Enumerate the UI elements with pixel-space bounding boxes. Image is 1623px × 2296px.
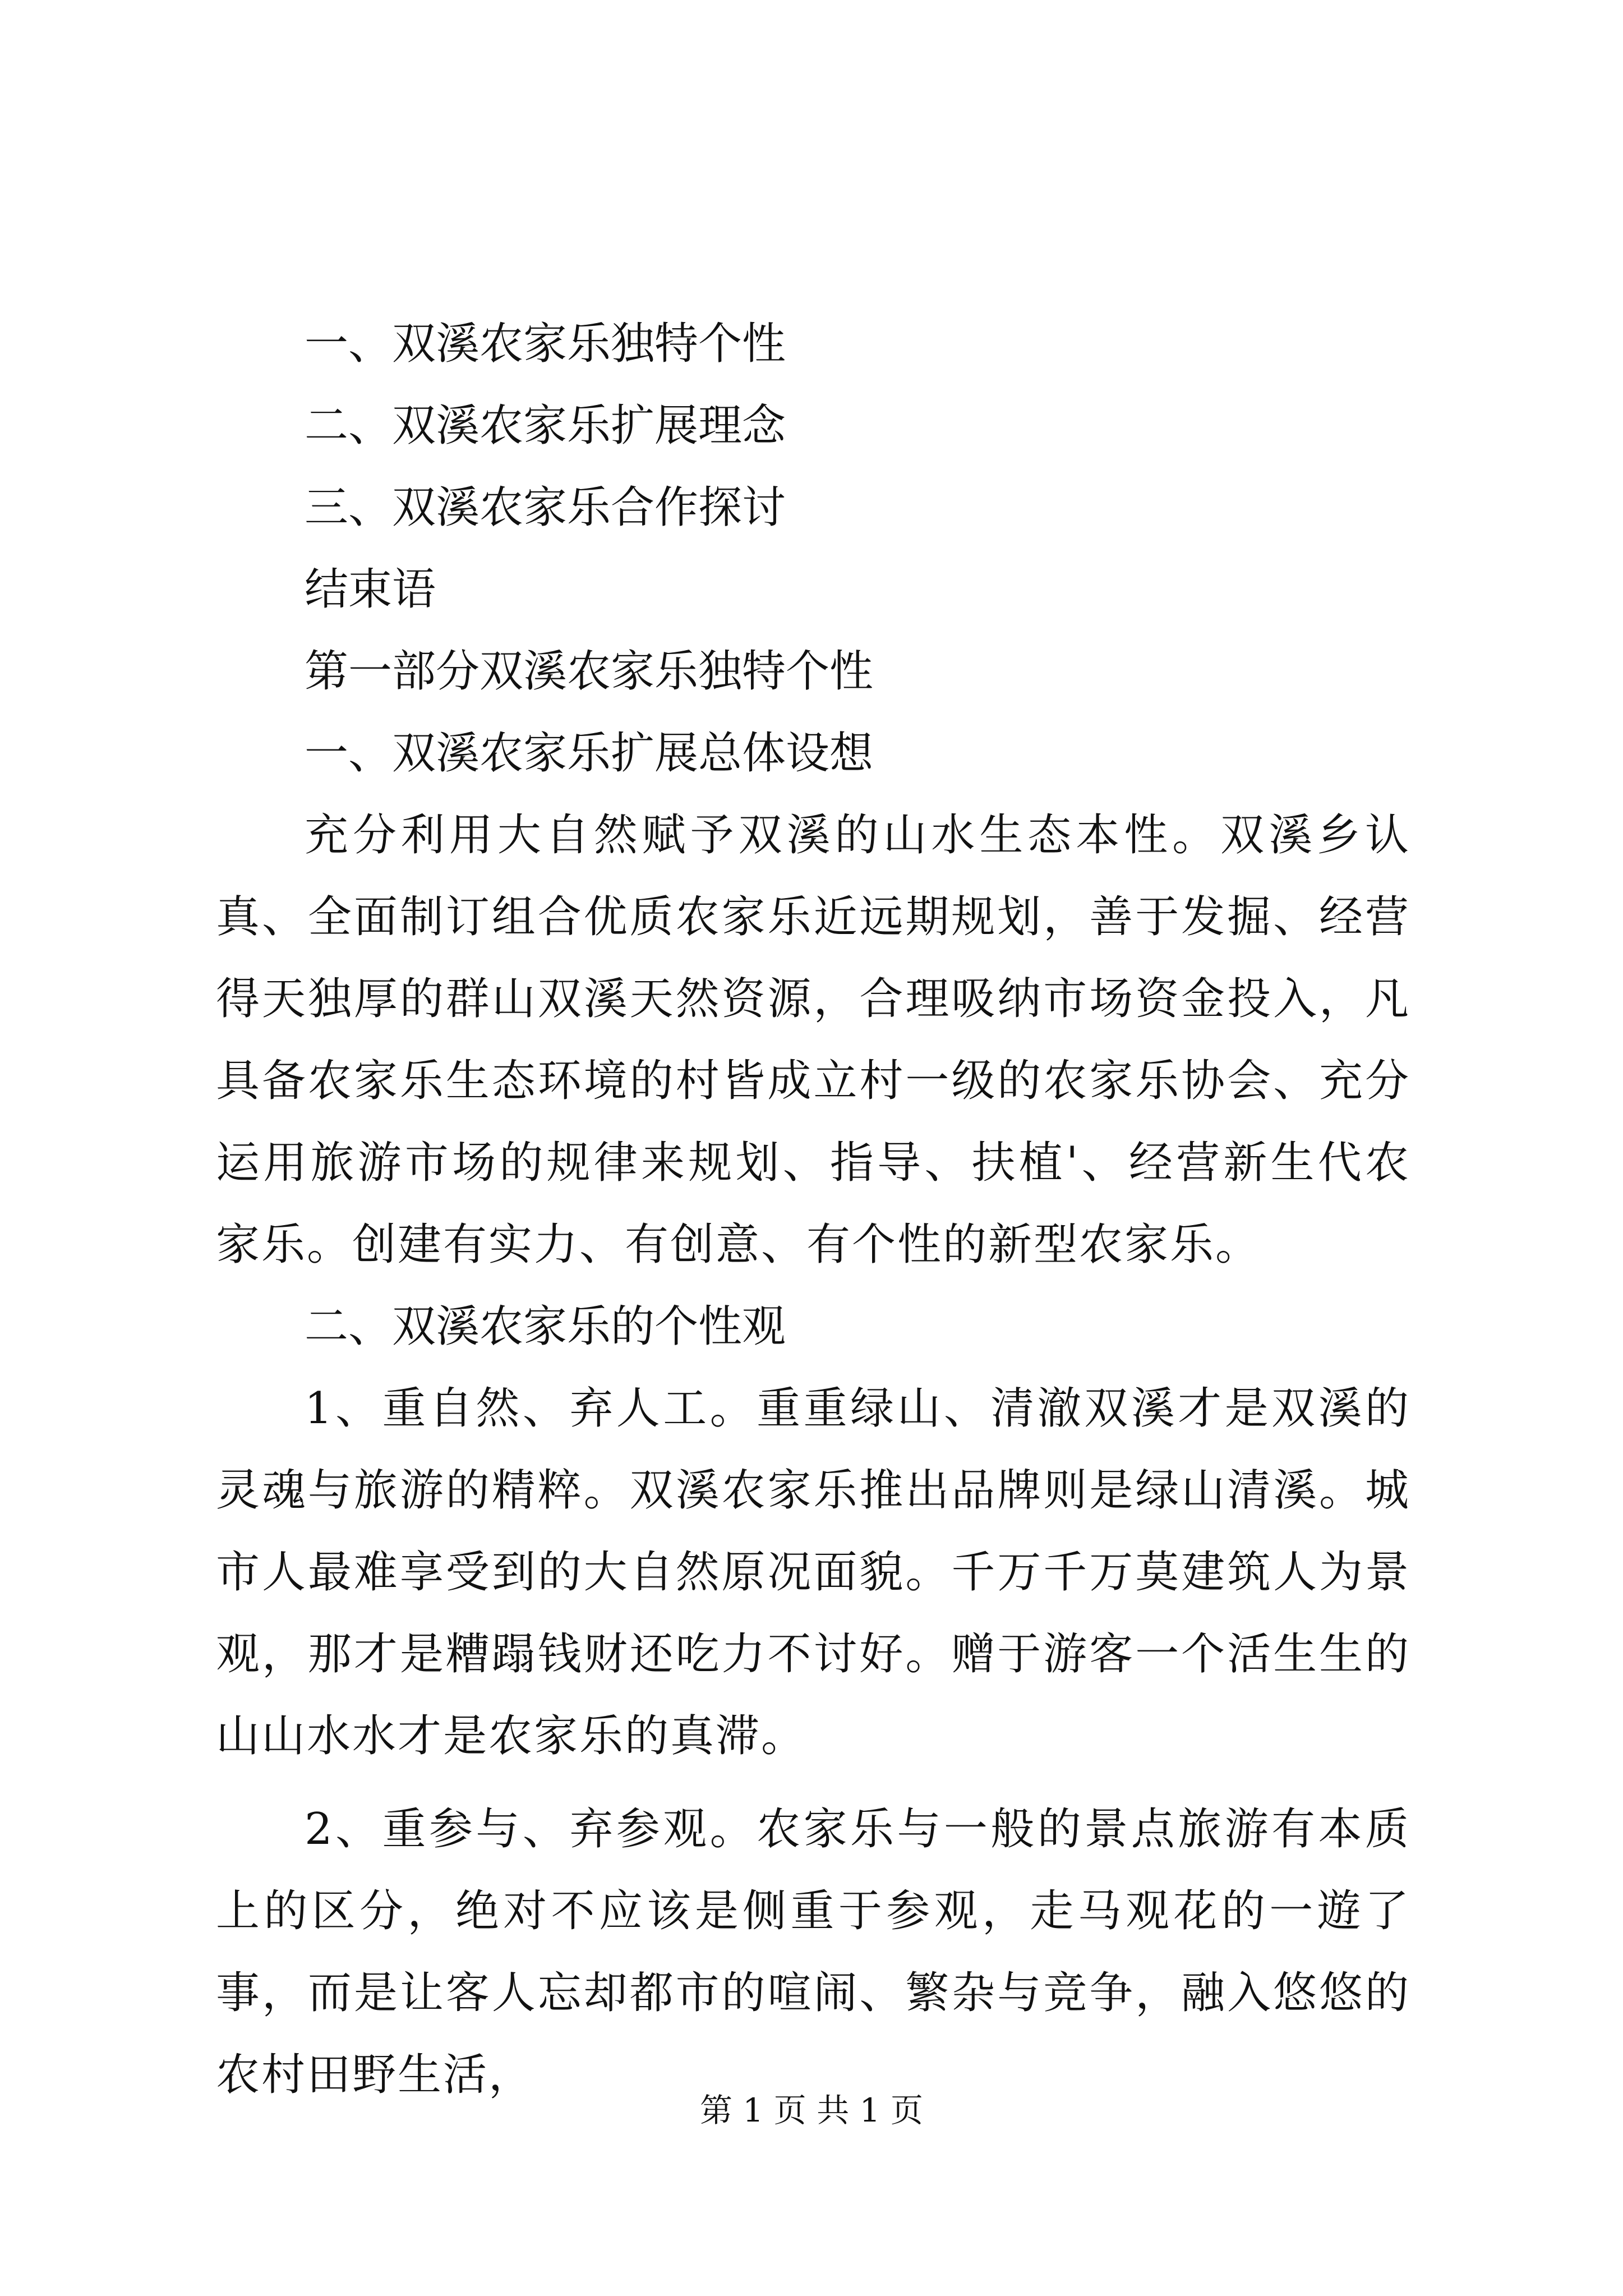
section1-heading: 一、双溪农家乐扩展总体设想 xyxy=(305,728,874,779)
toc-item-conclusion: 结束语 xyxy=(305,564,436,615)
section2-heading: 二、双溪农家乐的个性观 xyxy=(305,1301,786,1352)
document-body xyxy=(216,303,1410,2116)
page-footer: 第 1 页 共 1 页 xyxy=(700,2091,923,2129)
section2-item1-paragraph: 1、重自然、弃人工。重重绿山、清澈双溪才是双溪的灵魂与旅游的精粹。双溪农家乐推出品牌则是绿山清溪。城市人最难享受到的大自然原况面貌。千万千万莫建筑人为景观，那才是糟蹋钱财还吃力不讨好。赠于游客一个活生生的山山水水才是农家乐的真滞。 xyxy=(216,1383,1410,1761)
toc-item-3: 三、双溪农家乐合作探讨 xyxy=(305,482,786,533)
toc-item-1: 一、双溪农家乐独特个性 xyxy=(305,319,786,369)
part-title: 第一部分双溪农家乐独特个性 xyxy=(305,646,874,697)
section1-paragraph: 充分利用大自然赋予双溪的山水生态本性。双溪乡认真、全面制订组合优质农家乐近远期规划，善于发掘、经营得天独厚的群山双溪天然资源，合理吸纳市场资金投入，凡具备农家乐生态环境的村皆成立村一级的农家乐协会、充分运用旅游市场的规律来规划、指导、扶植'、经营新生代农家乐。创建有实力、有创意、有个性的新型农家乐。 xyxy=(216,810,1410,1270)
section2-item2-paragraph: 2、重参与、弃参观。农家乐与一般的景点旅游有本质上的区分，绝对不应该是侧重于参观，走马观花的一遊了事，而是让客人忘却都市的喧闹、繁杂与竞争，融入悠悠的农村田野生活， xyxy=(216,1804,1410,2100)
toc-item-2: 二、双溪农家乐扩展理念 xyxy=(305,401,786,451)
